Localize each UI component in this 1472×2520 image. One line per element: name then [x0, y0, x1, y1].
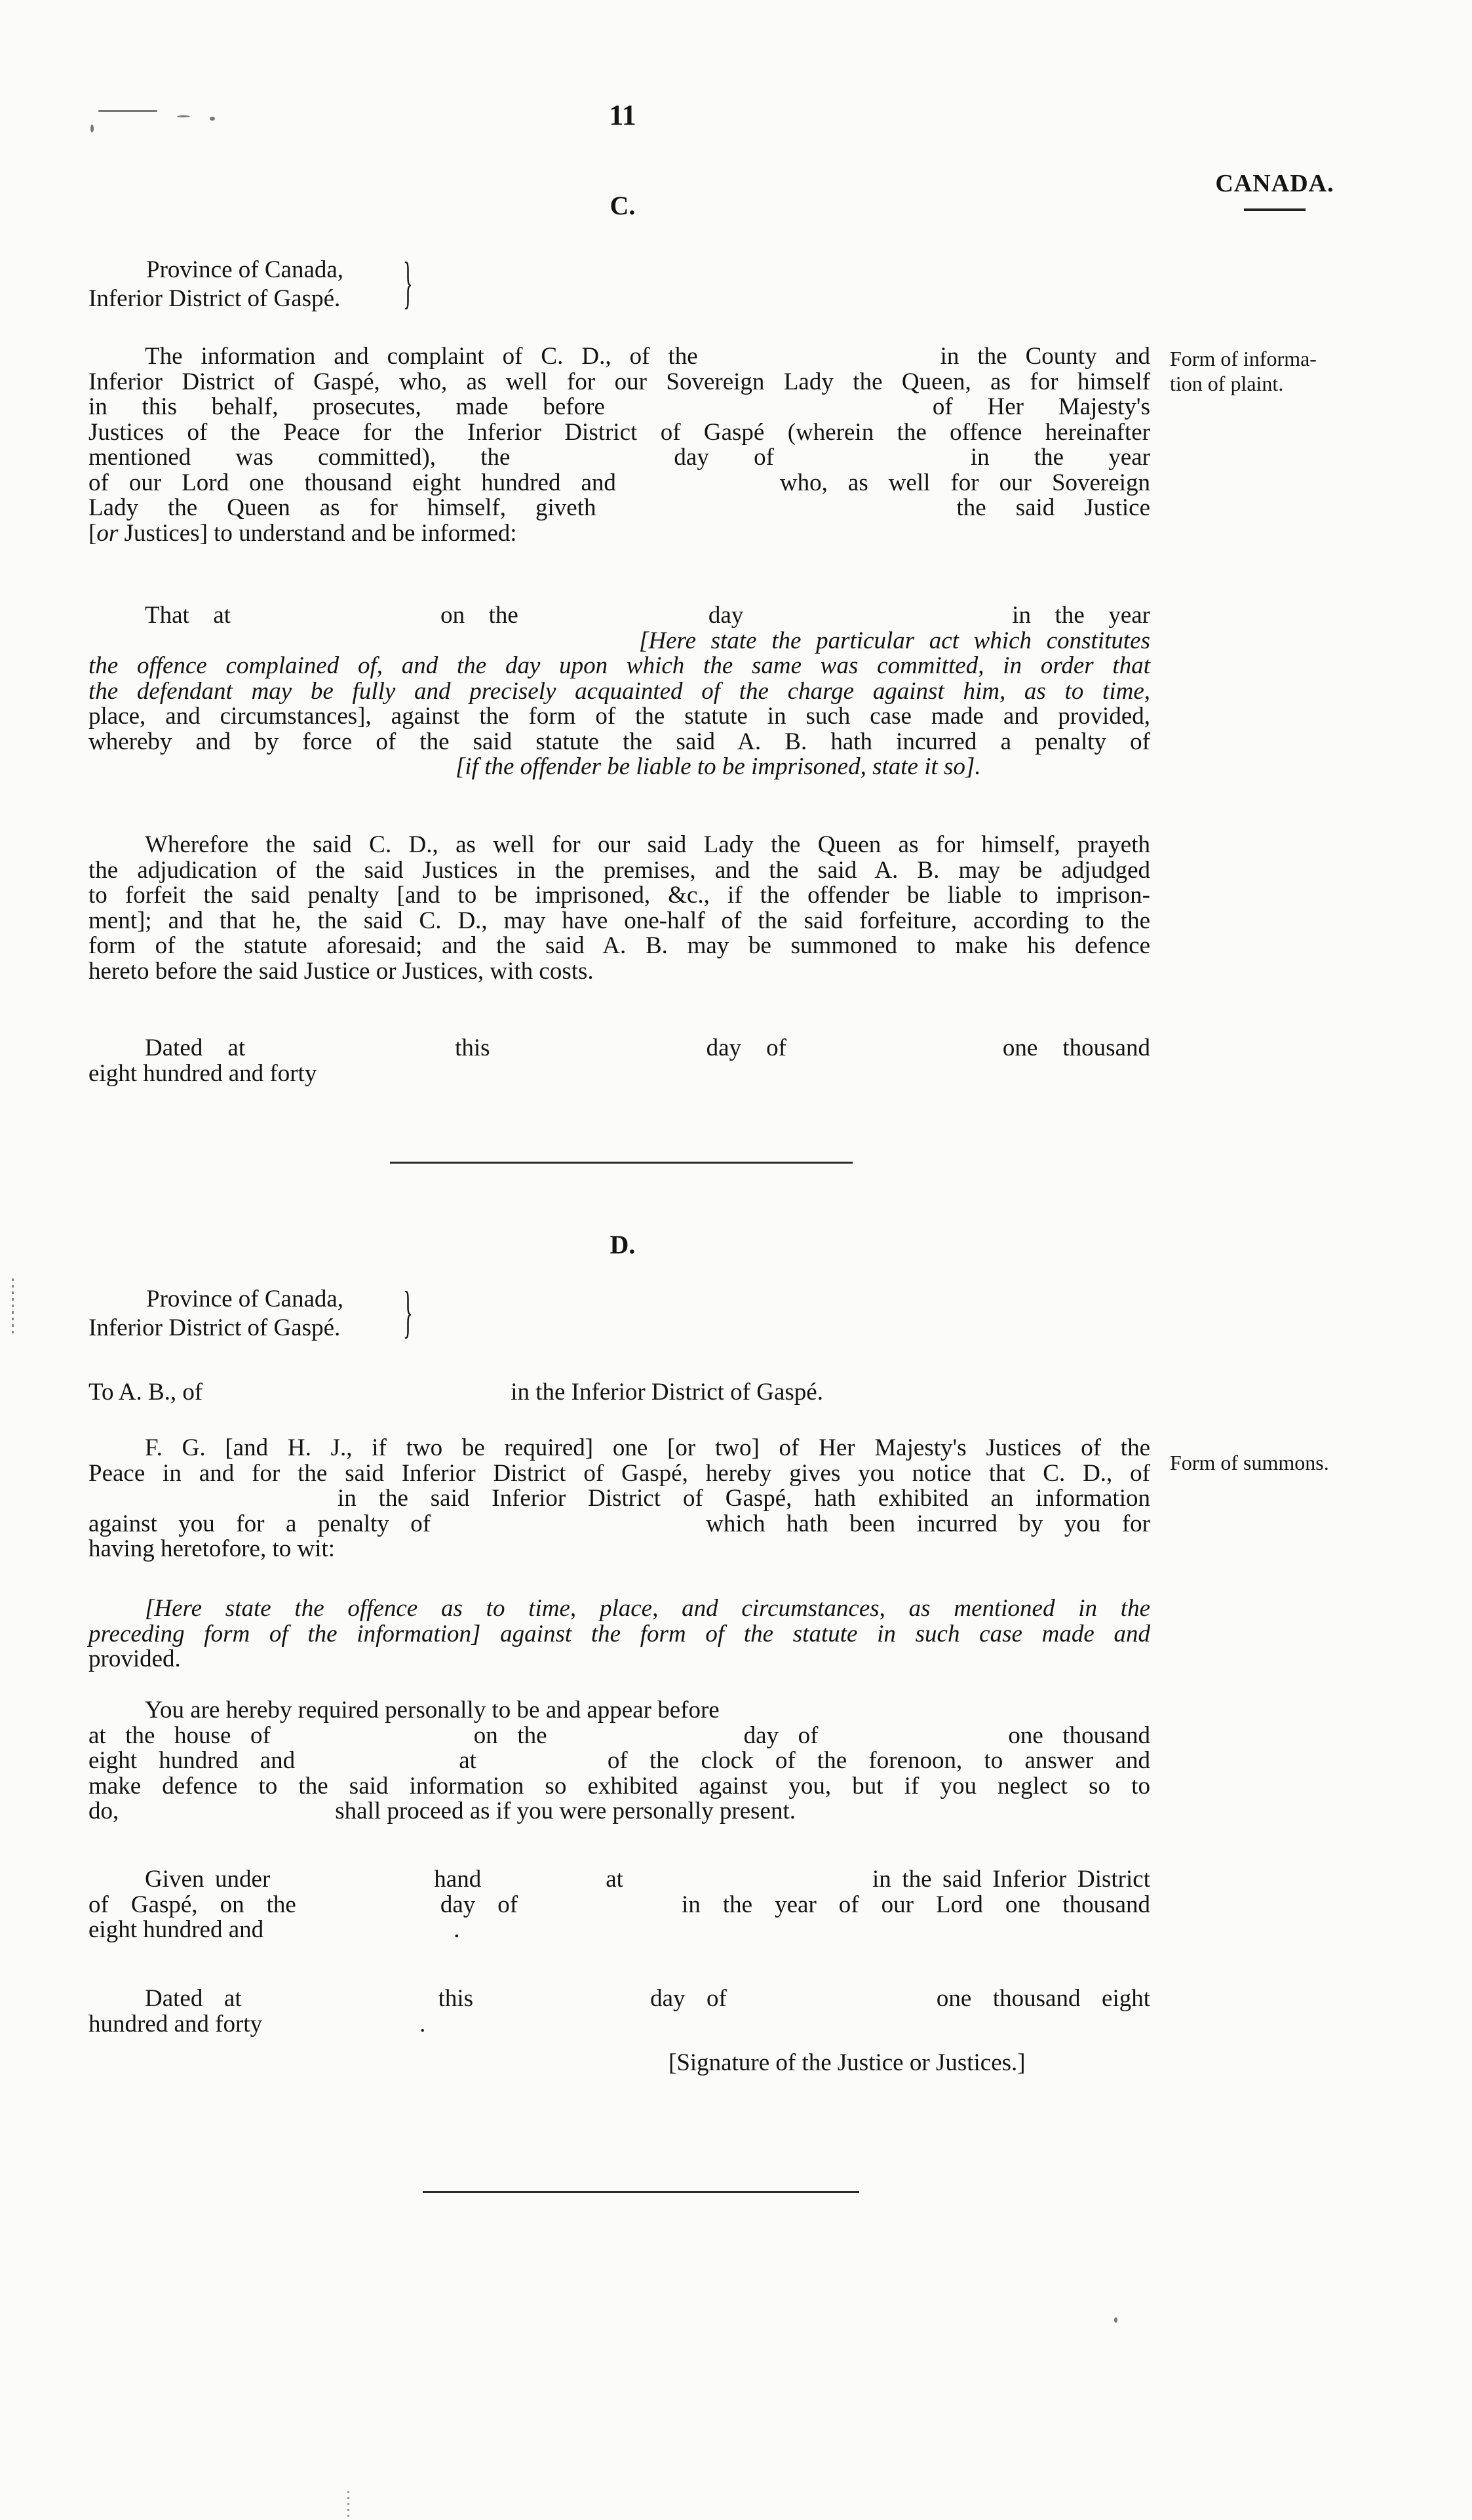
section-divider: [390, 1162, 853, 1164]
section-letter-c: C.: [610, 191, 636, 220]
section-letter-d: D.: [610, 1230, 636, 1259]
running-head-rule: [1244, 208, 1306, 211]
summons-address: To A. B., of in the Inferior District of Gaspé.: [88, 1379, 823, 1406]
venue-block-c: [88, 251, 413, 315]
running-head: CANADA.: [1215, 170, 1334, 197]
print-speck: [12, 1278, 14, 1334]
signature-line: [Signature of the Justice or Justices.]: [668, 2049, 1026, 2076]
margin-note-summons: Form of summons.: [1170, 1451, 1329, 1474]
venue-district: Inferior District of Gaspé.: [88, 285, 341, 312]
margin-note-information: Form of informa- tion of plaint.: [1170, 347, 1317, 395]
venue-province: Province of Canada,: [146, 256, 344, 283]
venue-block-d: [88, 1280, 413, 1344]
venue-brace: }: [403, 251, 413, 315]
venue-brace: }: [403, 1280, 413, 1344]
paragraph-appearance: You are hereby required personally to be and appear before at the house of on the day of one thousand eight hundred and at of the clock of the forenoon, to answer and make defence to the said information so exhibited against you, but if you neglect so to do, shall proceed as if you were personally present.: [88, 1697, 1150, 1824]
venue-district: Inferior District of Gaspé.: [88, 1314, 341, 1341]
paragraph-dated-c: Dated at this day of one thousand eight hundred and forty: [88, 1034, 1150, 1087]
page-number: 11: [609, 99, 636, 131]
venue-province: Province of Canada,: [146, 1286, 344, 1312]
paragraph-notice: F. G. [and H. J., if two be required] one [or two] of Her Majesty's Justices of the Peace in and for the said Inferior District of Gaspé, hereby gives you notice that C. D., of in the said Inferior District of Gaspé, hath exhibited an information against you for a penalty of which hath been incurred by you for having heretofore, to wit:: [88, 1434, 1150, 1562]
print-speck: [347, 2491, 349, 2517]
paragraph-offence: That at on the day in the year [Here state the particular act which constitutes the offence complained of, and the day upon which the same was committed, in order that the defendant may be fully and precisely acquainted of the charge against him, as to time, place, and circumstances], against the form of the statute in such case made and provided, whereby and by force of the said statute the said A. B. hath incurred a penalty of [if the offender be liable to be imprisoned, state it so].: [88, 602, 1150, 780]
paragraph-information-intro: The information and complaint of C. D., of the in the County and Inferior District of Gaspé, who, as well for our Sovereign Lady the Queen, as for himself in this behalf, prosecutes, made before of Her Majesty's Justices of the Peace for the Inferior District of Gaspé (wherein the offence hereinafter mentioned was committed), the day of in the year of our Lord one thousand eight hundred and who, as well for our Sovereign Lady the Queen as for himself, giveth the said Justice [or Justices] to understand and be informed:: [88, 343, 1150, 547]
paragraph-dated-d: Dated at this day of one thousand eight hundred and forty .: [88, 1985, 1151, 2038]
paragraph-prayer: Wherefore the said C. D., as well for our said Lady the Queen as for himself, prayeth the adjudication of the said Justices in the premises, and the said A. B. may be adjudged to forfeit the said penalty [and to be imprisoned, &c., if the offender be liable to imprison- ment]; and that he, the said C. D., may have one-half of the said forfeiture, according to the form of the statute aforesaid; and the said A. B. may be summoned to make his defence hereto before the said Justice or Justices, with costs.: [88, 831, 1150, 985]
paragraph-offence-statement: [Here state the offence as to time, place, and circumstances, as mentioned in the preceding form of the information] against the form of the statute in such case made and provided.: [88, 1595, 1150, 1672]
section-divider: [423, 2191, 859, 2193]
paragraph-given-under: Given under hand at in the said Inferior District of Gaspé, on the day of in the year of our Lord one thousand eight hundred and .: [88, 1866, 1150, 1943]
print-speck: [1114, 2317, 1117, 2323]
